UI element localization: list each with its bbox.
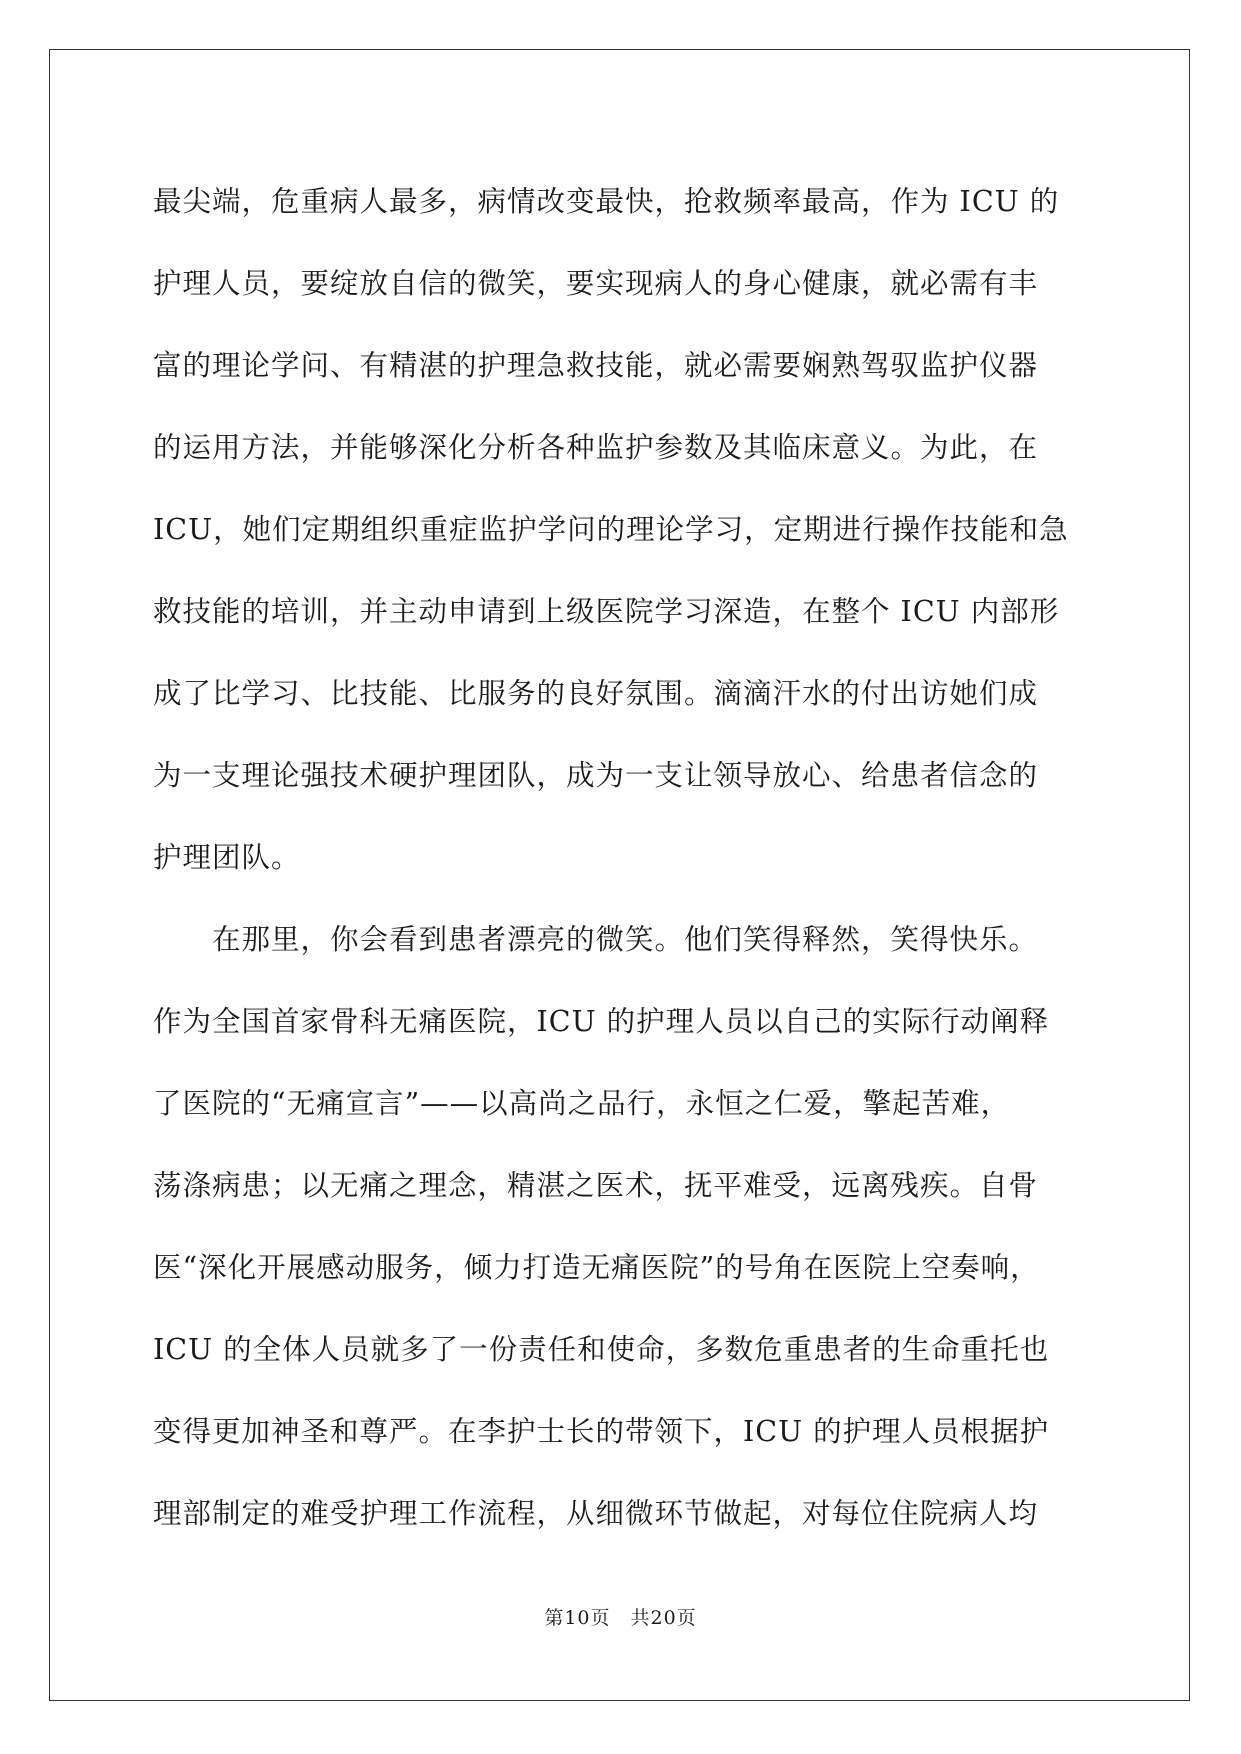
document-body bbox=[153, 161, 1093, 1555]
text-line-12: 了医院的“无痛宣言”——以高尚之品行，永恒之仁爱，擎起苦难， bbox=[153, 1087, 1011, 1120]
text-line-7: 成了比学习、比技能、比服务的良好氛围。滴滴汗水的付出访她们成 bbox=[153, 677, 1039, 710]
text-line-1: 最尖端，危重病人最多，病情改变最快，抢救频率最高，作为 ICU 的 bbox=[153, 185, 1060, 218]
text-line-17: 理部制定的难受护理工作流程，从细微环节做起，对每位住院病人均 bbox=[153, 1497, 1039, 1530]
text-line-5: ICU，她们定期组织重症监护学问的理论学习，定期进行操作技能和急 bbox=[153, 513, 1069, 546]
text-line-11: 作为全国首家骨科无痛医院，ICU 的护理人员以自己的实际行动阐释 bbox=[153, 1005, 1050, 1038]
text-line-10: 在那里，你会看到患者漂亮的微笑。他们笑得释然，笑得快乐。 bbox=[153, 923, 1039, 956]
text-line-13: 荡涤病患；以无痛之理念，精湛之医术，抚平难受，远离残疾。自骨 bbox=[153, 1169, 1039, 1202]
text-line-15: ICU 的全体人员就多了一份责任和使命，多数危重患者的生命重托也 bbox=[153, 1333, 1050, 1366]
text-line-9: 护理团队。 bbox=[153, 841, 301, 874]
text-line-4: 的运用方法，并能够深化分析各种监护参数及其临床意义。为此，在 bbox=[153, 431, 1039, 464]
text-line-14: 医“深化开展感动服务，倾力打造无痛医院”的号角在医院上空奏响， bbox=[153, 1251, 1040, 1284]
text-line-6: 救技能的培训，并主动申请到上级医院学习深造，在整个 ICU 内部形 bbox=[153, 595, 1060, 628]
text-line-16: 变得更加神圣和尊严。在李护士长的带领下，ICU 的护理人员根据护 bbox=[153, 1415, 1050, 1448]
text-line-3: 富的理论学问、有精湛的护理急救技能，就必需要娴熟驾驭监护仪器 bbox=[153, 349, 1039, 382]
text-line-2: 护理人员，要绽放自信的微笑，要实现病人的身心健康，就必需有丰 bbox=[153, 267, 1039, 300]
text-line-8: 为一支理论强技术硬护理团队，成为一支让领导放心、给患者信念的 bbox=[153, 759, 1039, 792]
page-number-footer: 第10页 共20页 bbox=[544, 1607, 697, 1629]
